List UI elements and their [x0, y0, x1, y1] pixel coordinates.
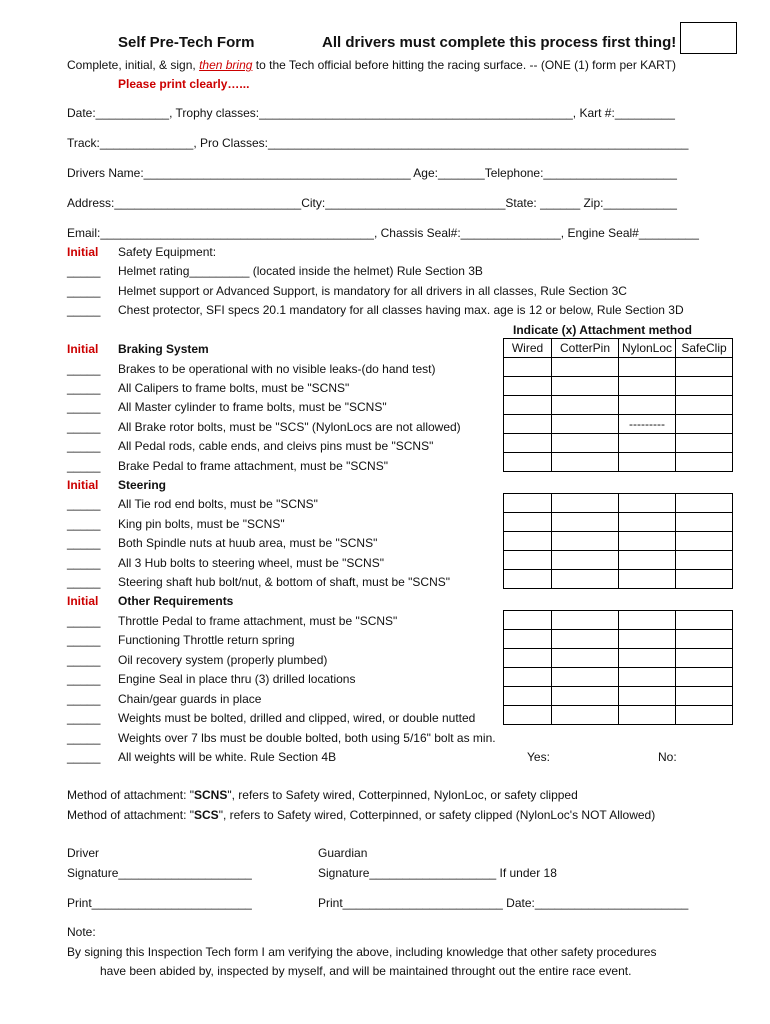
note-line-1: By signing this Inspection Tech form I am verifying the above, including knowledge that other safety procedures: [67, 945, 657, 959]
grid-cell[interactable]: [676, 415, 733, 434]
instruction-red: then bring: [199, 58, 253, 72]
grid-cell[interactable]: [504, 532, 552, 551]
grid-cell[interactable]: [619, 611, 676, 630]
initial-blank[interactable]: _____: [67, 692, 101, 706]
form-title: Self Pre-Tech Form: [118, 34, 255, 51]
grid-cell[interactable]: [676, 377, 733, 396]
print-clearly: Please print clearly…...: [118, 77, 250, 91]
braking-item: All Brake rotor bolts, must be "SCS" (NylonLocs are not allowed): [118, 420, 461, 434]
instruction-post: to the Tech official before hitting the racing surface. -- (ONE (1) form per KART): [252, 58, 676, 72]
initial-blank[interactable]: _____: [67, 284, 101, 298]
grid-cell[interactable]: [504, 358, 552, 377]
grid-cell[interactable]: [552, 415, 619, 434]
grid-cell[interactable]: [552, 358, 619, 377]
note-line-2: have been abided by, inspected by myself, and will be maintained throught out the entire race event.: [100, 964, 632, 978]
initial-blank[interactable]: _____: [67, 439, 101, 453]
grid-cell[interactable]: [552, 706, 619, 725]
grid-cell[interactable]: [619, 551, 676, 570]
grid-cell[interactable]: [552, 630, 619, 649]
grid-cell[interactable]: [504, 630, 552, 649]
other-item: Engine Seal in place thru (3) drilled locations: [118, 672, 356, 686]
grid-cell[interactable]: [676, 668, 733, 687]
grid-cell-not-allowed: ---------: [619, 415, 676, 434]
initial-blank[interactable]: _____: [67, 575, 101, 589]
initial-blank[interactable]: _____: [67, 264, 101, 278]
method-scns-pre: Method of attachment: ": [67, 788, 194, 802]
driver-age-phone-field[interactable]: Drivers Name:________________________________________ Age:_______Telephone:____________________: [67, 166, 677, 180]
braking-item: All Calipers to frame bolts, must be "SCNS": [118, 381, 350, 395]
grid-cell[interactable]: [504, 687, 552, 706]
steering-grid: [503, 493, 733, 589]
method-scs-pre: Method of attachment: ": [67, 808, 194, 822]
safety-heading: Safety Equipment:: [118, 245, 217, 259]
other-heading: Other Requirements: [118, 594, 234, 608]
grid-cell[interactable]: [619, 532, 676, 551]
steering-item: All 3 Hub bolts to steering wheel, must be "SCNS": [118, 556, 384, 570]
grid-cell[interactable]: [619, 396, 676, 415]
steering-item: King pin bolts, must be "SCNS": [118, 517, 285, 531]
corner-box: [680, 22, 737, 54]
driver-print-field[interactable]: Print________________________: [67, 896, 252, 910]
grid-cell[interactable]: [676, 551, 733, 570]
initial-blank[interactable]: _____: [67, 420, 101, 434]
address-field[interactable]: Address:____________________________City:___________________________State: ______ Zip:___________: [67, 196, 677, 210]
guardian-label: Guardian: [318, 846, 368, 860]
col-header-cotterpin: CotterPin: [552, 339, 619, 358]
initial-blank[interactable]: _____: [67, 303, 101, 317]
grid-cell[interactable]: [504, 513, 552, 532]
initial-blank[interactable]: _____: [67, 362, 101, 376]
grid-cell[interactable]: [619, 570, 676, 589]
grid-cell[interactable]: [504, 453, 552, 472]
grid-cell[interactable]: [676, 532, 733, 551]
grid-cell[interactable]: [676, 358, 733, 377]
grid-cell[interactable]: [552, 532, 619, 551]
grid-cell[interactable]: [504, 434, 552, 453]
initial-blank[interactable]: _____: [67, 400, 101, 414]
grid-cell[interactable]: [552, 611, 619, 630]
grid-cell[interactable]: [504, 494, 552, 513]
other-grid: [503, 610, 733, 725]
initial-blank[interactable]: _____: [67, 653, 101, 667]
initial-blank[interactable]: _____: [67, 459, 101, 473]
method-scs-post: ", refers to Safety wired, Cotterpinned, or safety clipped (NylonLoc's NOT Allowed): [218, 808, 656, 822]
initial-blank[interactable]: _____: [67, 497, 101, 511]
initial-blank[interactable]: _____: [67, 556, 101, 570]
grid-cell[interactable]: [504, 611, 552, 630]
grid-cell[interactable]: [504, 706, 552, 725]
email-seal-field[interactable]: Email:_________________________________________, Chassis Seal#:_______________, Engine Seal#_________: [67, 226, 699, 240]
other-item: Weights must be bolted, drilled and clipped, wired, or double nutted: [118, 711, 476, 725]
driver-label: Driver: [67, 846, 99, 860]
grid-cell[interactable]: [619, 377, 676, 396]
braking-item: All Master cylinder to frame bolts, must be "SCNS": [118, 400, 387, 414]
initial-blank[interactable]: _____: [67, 536, 101, 550]
grid-cell[interactable]: [619, 453, 676, 472]
track-pro-field[interactable]: Track:______________, Pro Classes:_______________________________________________________________: [67, 136, 689, 150]
initial-blank[interactable]: _____: [67, 381, 101, 395]
safety-item: Helmet support or Advanced Support, is mandatory for all drivers in all classes, Rule Section 3C: [118, 284, 627, 298]
note-label: Note:: [67, 925, 96, 939]
grid-cell[interactable]: [676, 687, 733, 706]
initial-blank[interactable]: _____: [67, 750, 101, 764]
date-trophy-kart-field[interactable]: Date:___________, Trophy classes:_______________________________________________, Kart #:_________: [67, 106, 675, 120]
safety-item: Chest protector, SFI specs 20.1 mandatory for all classes having max. age is 12 or below, Rule Section 3D: [118, 303, 684, 317]
initial-label: Initial: [67, 245, 99, 259]
form-subtitle: All drivers must complete this process first thing!: [322, 34, 677, 51]
grid-cell[interactable]: [619, 649, 676, 668]
indicate-heading: Indicate (x) Attachment method: [513, 323, 692, 337]
yes-label[interactable]: Yes:: [527, 750, 550, 764]
grid-cell[interactable]: [676, 570, 733, 589]
grid-cell[interactable]: [552, 668, 619, 687]
method-scns: [67, 788, 578, 802]
grid-cell[interactable]: [619, 668, 676, 687]
other-item: Functioning Throttle return spring: [118, 633, 295, 647]
corner-box-edge: [736, 22, 737, 53]
grid-cell[interactable]: [504, 377, 552, 396]
other-item: All weights will be white. Rule Section 4B: [118, 750, 337, 764]
grid-cell[interactable]: [552, 434, 619, 453]
grid-cell[interactable]: [676, 494, 733, 513]
braking-item: Brake Pedal to frame attachment, must be "SCNS": [118, 459, 388, 473]
initial-label: Initial: [67, 342, 99, 356]
steering-item: Steering shaft hub bolt/nut, & bottom of shaft, must be "SCNS": [118, 575, 451, 589]
initial-blank[interactable]: _____: [67, 711, 101, 725]
driver-signature-field[interactable]: Signature____________________: [67, 866, 252, 880]
col-header-wired: Wired: [504, 339, 552, 358]
grid-cell[interactable]: [619, 630, 676, 649]
grid-cell[interactable]: [676, 630, 733, 649]
instruction-pre: Complete, initial, & sign,: [67, 58, 200, 72]
grid-cell[interactable]: [676, 396, 733, 415]
grid-cell[interactable]: [552, 570, 619, 589]
other-item: Throttle Pedal to frame attachment, must be "SCNS": [118, 614, 398, 628]
col-header-nylonloc: NylonLoc: [619, 339, 676, 358]
other-item: Weights over 7 lbs must be double bolted, both using 5/16" bolt as min.: [118, 731, 496, 745]
grid-cell[interactable]: [552, 453, 619, 472]
grid-cell[interactable]: [619, 687, 676, 706]
grid-cell[interactable]: [552, 687, 619, 706]
grid-cell[interactable]: [676, 453, 733, 472]
braking-item: All Pedal rods, cable ends, and cleivs pins must be "SCNS": [118, 439, 434, 453]
method-scs-code: SCS: [194, 808, 219, 822]
safety-item: Helmet rating_________ (located inside the helmet) Rule Section 3B: [118, 264, 483, 278]
initial-blank[interactable]: _____: [67, 672, 101, 686]
other-item: Chain/gear guards in place: [118, 692, 262, 706]
other-item: Oil recovery system (properly plumbed): [118, 653, 328, 667]
instruction-line: [67, 58, 676, 72]
steering-item: All Tie rod end bolts, must be "SCNS": [118, 497, 318, 511]
initial-blank[interactable]: _____: [67, 633, 101, 647]
grid-cell[interactable]: [676, 513, 733, 532]
initial-blank[interactable]: _____: [67, 614, 101, 628]
method-scs: [67, 808, 655, 822]
grid-cell[interactable]: [676, 611, 733, 630]
initial-blank[interactable]: _____: [67, 731, 101, 745]
col-header-safeclip: SafeClip: [676, 339, 733, 358]
grid-cell[interactable]: [676, 649, 733, 668]
grid-cell[interactable]: [552, 396, 619, 415]
grid-cell[interactable]: [504, 668, 552, 687]
grid-cell[interactable]: [676, 706, 733, 725]
steering-heading: Steering: [118, 478, 167, 492]
grid-cell[interactable]: [504, 551, 552, 570]
grid-cell[interactable]: [504, 415, 552, 434]
guardian-print-date-field[interactable]: Print________________________ Date:_______________________: [318, 896, 689, 910]
grid-cell[interactable]: [619, 434, 676, 453]
grid-cell[interactable]: [504, 649, 552, 668]
grid-cell[interactable]: [619, 513, 676, 532]
grid-cell[interactable]: [552, 513, 619, 532]
grid-cell[interactable]: [552, 649, 619, 668]
method-scns-code: SCNS: [194, 788, 228, 802]
grid-cell[interactable]: [504, 396, 552, 415]
initial-label: Initial: [67, 594, 99, 608]
grid-cell[interactable]: [552, 551, 619, 570]
grid-cell[interactable]: [552, 494, 619, 513]
initial-label: Initial: [67, 478, 99, 492]
method-scns-post: ", refers to Safety wired, Cotterpinned, NylonLoc, or safety clipped: [227, 788, 578, 802]
no-label[interactable]: No:: [658, 750, 677, 764]
grid-cell[interactable]: [619, 706, 676, 725]
braking-heading: Braking System: [118, 342, 209, 356]
guardian-signature-field[interactable]: Signature___________________ If under 18: [318, 866, 557, 880]
grid-cell[interactable]: [619, 358, 676, 377]
grid-cell[interactable]: [504, 570, 552, 589]
initial-blank[interactable]: _____: [67, 517, 101, 531]
braking-item: Brakes to be operational with no visible leaks-(do hand test): [118, 362, 436, 376]
grid-cell[interactable]: [552, 377, 619, 396]
grid-cell[interactable]: [676, 434, 733, 453]
braking-grid: [503, 338, 733, 472]
grid-cell[interactable]: [619, 494, 676, 513]
steering-item: Both Spindle nuts at huub area, must be "SCNS": [118, 536, 378, 550]
